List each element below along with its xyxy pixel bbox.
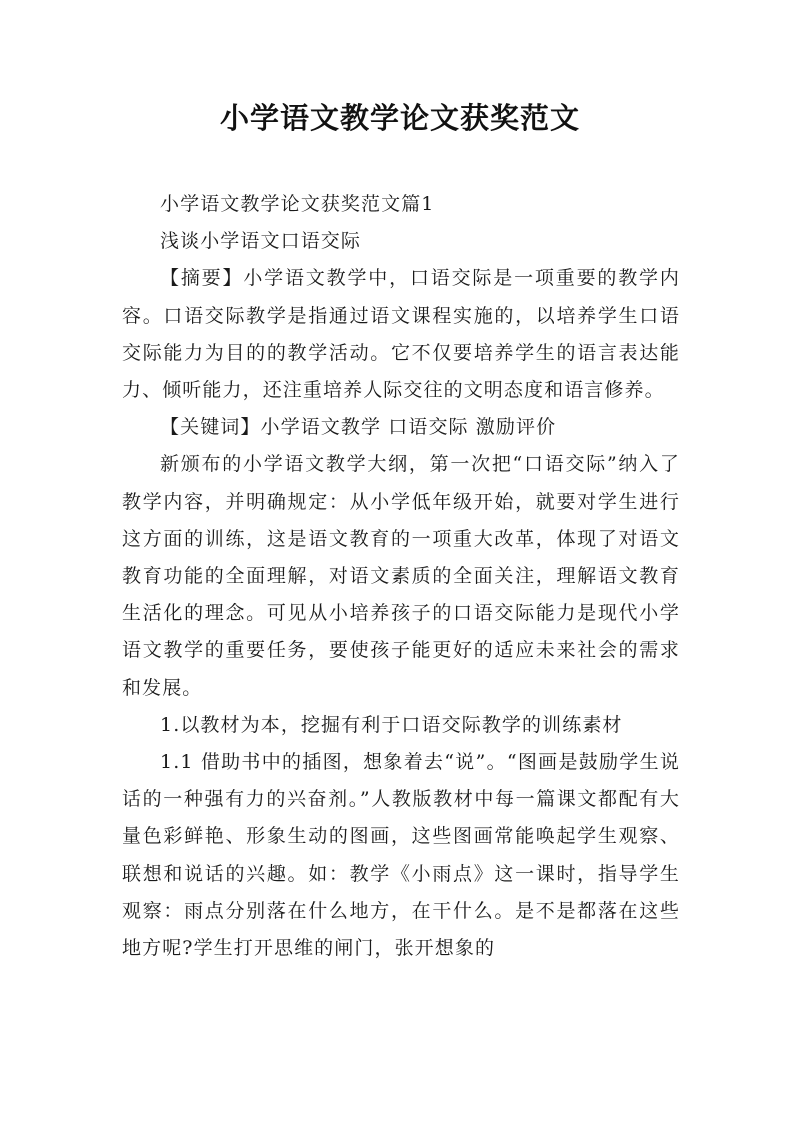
- keywords-paragraph: 【关键词】小学语文教学 口语交际 激励评价: [160, 416, 557, 439]
- article-subtitle: 小学语文教学论文获奖范文篇1: [160, 193, 435, 215]
- section-heading: 1.以教材为本，挖掘有利于口语交际教学的训练素材: [160, 713, 623, 736]
- intro-paragraph: 新颁布的小学语文教学大纲，第一次把“口语交际”纳入了教学内容，并明确规定：从小学低年级开始，就要对学生进行这方面的训练，这是语文教育的一项重大改革，体现了对语文教育功能的全面理解，对语文素质的全面关注，理解语文教育生活化的理念。可见从小培养孩子的口语交际能力是现代小学语文教学的重要任务，要使孩子能更好的适应未来社会的需求和发展。: [122, 453, 680, 699]
- document-body: [122, 186, 680, 967]
- section-paragraph: 1.1 借助书中的插图，想象着去“说”。“图画是鼓励学生说话的一种强有力的兴奋剂。”人教版教材中每一篇课文都配有大量色彩鲜艳、形象生动的图画，这些图画常能唤起学生观察、联想和说话的兴趣。如：教学《小雨点》这一课时，指导学生观察：雨点分别落在什么地方，在干什么。是不是都落在这些地方呢?学生打开思维的闸门，张开想象的: [122, 751, 680, 960]
- document-title: 小学语文教学论文获奖范文: [219, 101, 580, 135]
- abstract-paragraph: 【摘要】小学语文教学中，口语交际是一项重要的教学内容。口语交际教学是指通过语文课程实施的，以培养学生口语交际能力为目的的教学活动。它不仅要培养学生的语言表达能力、倾听能力，还注重培养人际交往的文明态度和语言修养。: [122, 267, 680, 402]
- article-topic: 浅谈小学语文口语交际: [160, 230, 362, 253]
